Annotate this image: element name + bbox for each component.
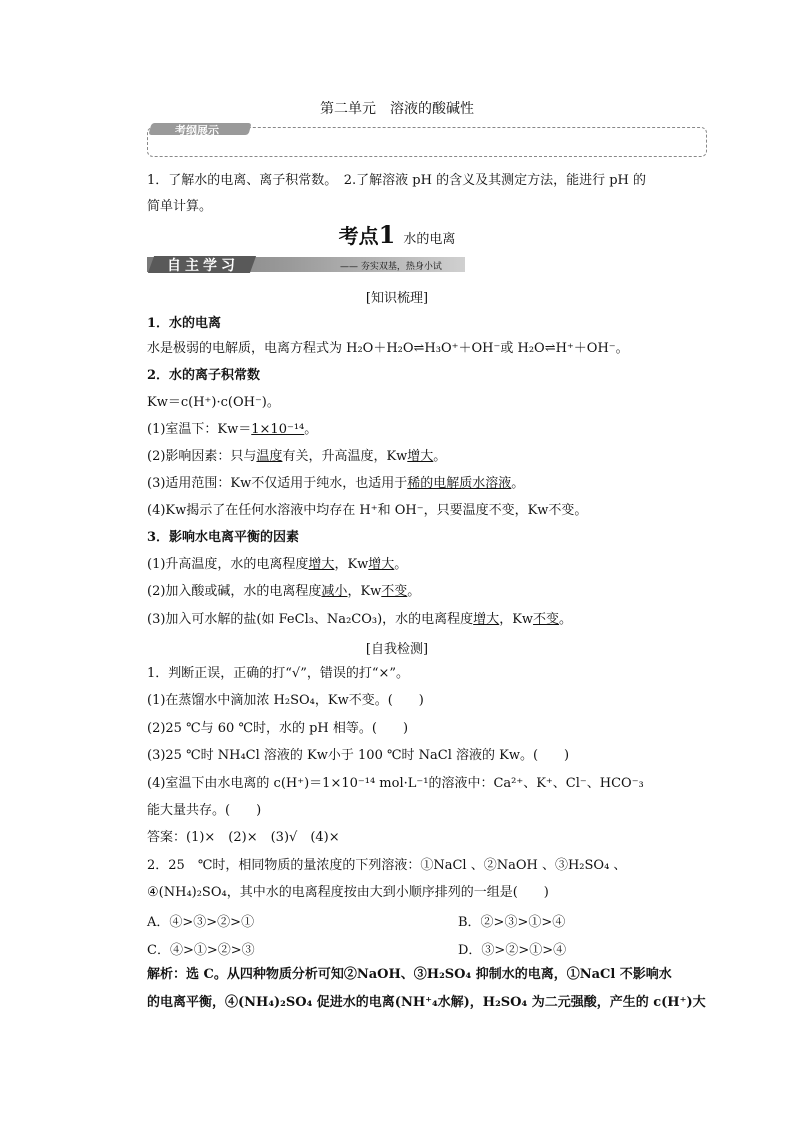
selfcheck-q1-1: (1)在蒸馏水中滴加浓 H₂SO₄，Kw不变。( ): [147, 693, 424, 708]
option-b: B．②>③>①>④: [458, 915, 566, 930]
selfcheck-q1: 1．判断正误，正确的打“√”，错误的打“×”。: [147, 666, 410, 681]
selfcheck-heading: [自我检测]: [365, 642, 429, 657]
explanation-line-2: 的电离平衡，④(NH₄)₂SO₄ 促进水的电离(NH⁺₄水解)，H₂SO₄ 为二元强酸，产生的 c(H⁺)大: [147, 995, 706, 1010]
kaodian-number: 1: [378, 220, 396, 249]
knowledge-p2-3: (3)适用范围：Kw不仅适用于纯水，也适用于稀的电解质水溶液。: [147, 476, 525, 491]
outline-line-2: 简单计算。: [147, 199, 213, 214]
knowledge-h3: 3．影响水电离平衡的因素: [147, 530, 300, 545]
section-bar-label: 自主学习: [167, 258, 239, 274]
option-c: C．④>①>②>③: [147, 943, 255, 958]
section-bar-subtitle: —— 夯实双基，热身小试: [340, 262, 442, 272]
knowledge-p2-2: (2)影响因素：只与温度有关，升高温度，Kw增大。: [147, 449, 447, 464]
outline-tag: 考纲展示: [175, 124, 219, 137]
knowledge-p2-1: (1)室温下：Kw＝1×10⁻¹⁴。: [147, 422, 318, 437]
selfcheck-q1-3: (3)25 ℃时 NH₄Cl 溶液的 Kw小于 100 ℃时 NaCl 溶液的 Kw。( ): [147, 748, 570, 763]
knowledge-heading: [知识梳理]: [365, 291, 429, 306]
kaodian-heading: [0, 220, 794, 249]
knowledge-h1: 1．水的电离: [147, 316, 222, 331]
outline-line-1: 1．了解水的电离、离子积常数。 2.了解溶液 pH 的含义及其测定方法，能进行 pH 的: [147, 173, 647, 188]
kaodian-title: 水的电离: [403, 232, 456, 247]
page-title: 第二单元 溶液的酸碱性: [320, 101, 474, 117]
knowledge-h2: 2．水的离子积常数: [147, 368, 261, 383]
option-a: A．④>③>②>①: [147, 915, 255, 930]
knowledge-p3-2: (2)加入酸或碱，水的电离程度减小，Kw不变。: [147, 584, 421, 599]
knowledge-p3-1: (1)升高温度，水的电离程度增大，Kw增大。: [147, 557, 408, 572]
explanation-line-1: 解析：选 C。从四种物质分析可知②NaOH、③H₂SO₄ 抑制水的电离，①NaCl 不影响水: [147, 967, 672, 982]
option-d: D．③>②>①>④: [458, 943, 567, 958]
knowledge-p2-4: (4)Kw揭示了在任何水溶液中均存在 H⁺和 OH⁻，只要温度不变，Kw不变。: [147, 503, 588, 518]
selfcheck-q2a: 2．25 ℃时，相同物质的量浓度的下列溶液：①NaCl 、②NaOH 、③H₂SO₄ 、: [147, 858, 627, 873]
knowledge-p1: 水是极弱的电解质，电离方程式为 H₂O＋H₂O⇌H₃O⁺＋OH⁻或 H₂O⇌H⁺＋OH⁻。: [147, 341, 629, 356]
selfcheck-q1-2: (2)25 ℃与 60 ℃时，水的 pH 相等。( ): [147, 721, 409, 736]
selfcheck-answer: 答案：(1)× (2)× (3)√ (4)×: [147, 830, 340, 845]
selfcheck-q2b: ④(NH₄)₂SO₄，其中水的电离程度按由大到小顺序排列的一组是( ): [147, 885, 549, 900]
knowledge-p3-3: (3)加入可水解的盐(如 FeCl₃、Na₂CO₃)，水的电离程度增大，Kw不变。: [147, 612, 573, 627]
selfcheck-q1-4b: 能大量共存。( ): [147, 803, 262, 818]
knowledge-p2: Kw＝c(H⁺)·c(OH⁻)。: [147, 395, 280, 410]
kaodian-prefix: 考点: [338, 224, 379, 248]
selfcheck-q1-4a: (4)室温下由水电离的 c(H⁺)＝1×10⁻¹⁴ mol·L⁻¹的溶液中：Ca²⁺、K⁺、Cl⁻、HCO⁻₃: [147, 776, 644, 791]
